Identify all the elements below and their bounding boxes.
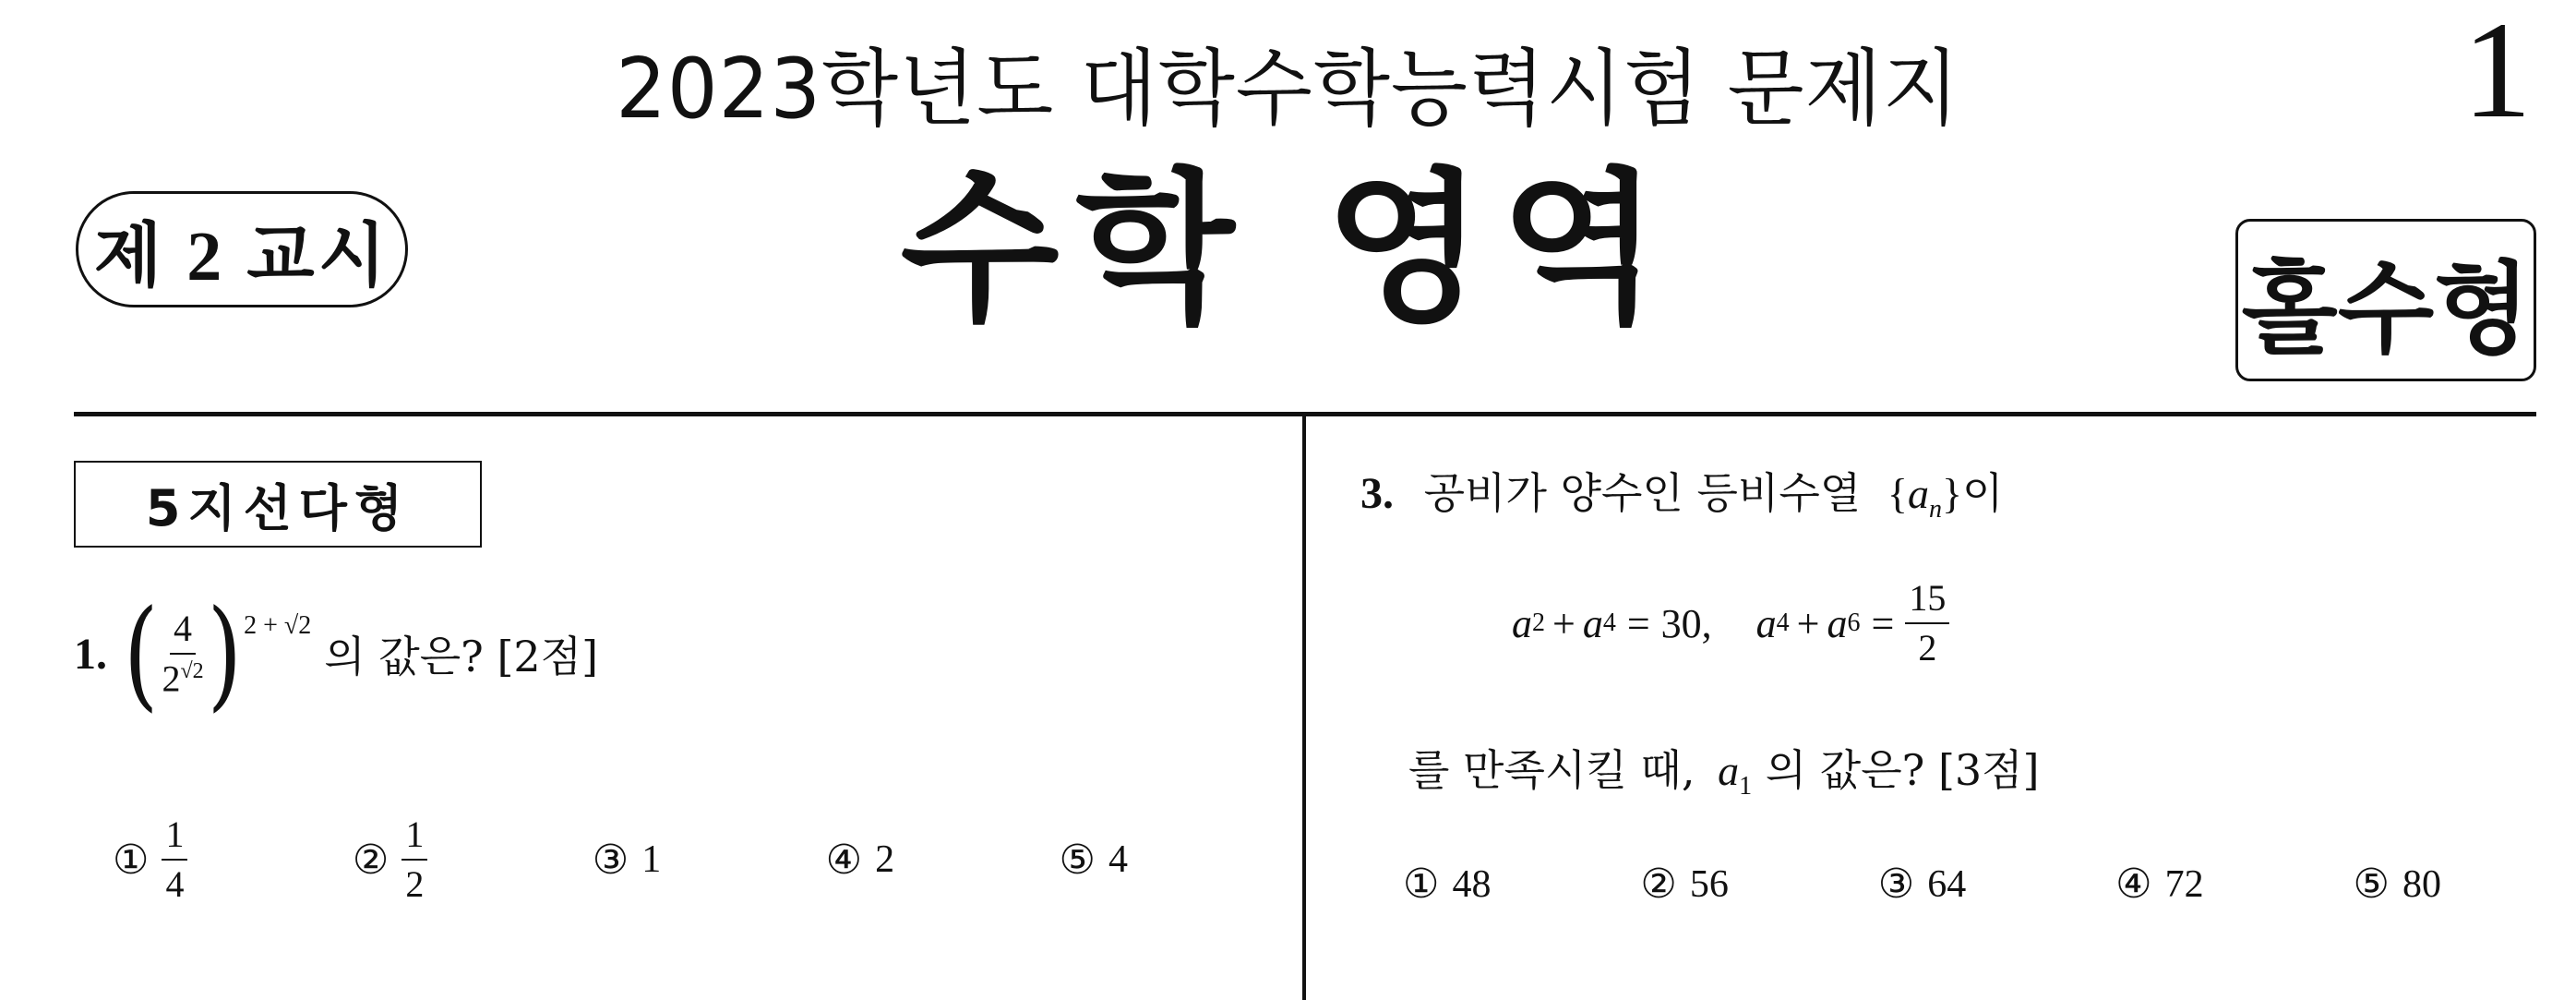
- q3-intro-suffix: 이: [1962, 468, 2004, 518]
- page-number: 1: [2462, 0, 2532, 147]
- q1-base-fraction: [158, 607, 207, 700]
- left-paren: (: [124, 584, 159, 724]
- question-number: 3.: [1360, 469, 1394, 518]
- q3-fraction: $\frac{15}{2}$: [1905, 580, 1949, 667]
- question-3-intro: [1360, 460, 2003, 524]
- exam-title: 2023학년도 대학수학능력시험 문제지: [616, 40, 1960, 138]
- q1-den-exponent: √2: [180, 658, 204, 683]
- q1-choice-1[interactable]: ① $\frac{1}{4}$: [113, 816, 187, 903]
- question-number: 1.: [74, 629, 107, 679]
- section-label: 5지선다형: [74, 461, 482, 548]
- q3-choice-3[interactable]: ③ 64: [1877, 861, 1967, 907]
- q1-choice-3[interactable]: ③ 1: [592, 837, 662, 883]
- form-type-badge: 홀수형: [2235, 219, 2536, 381]
- q3-intro-text: 공비가 양수인 등비수열: [1423, 468, 1862, 518]
- right-paren: ): [207, 584, 243, 724]
- q3-choice-1[interactable]: ① 48: [1403, 861, 1492, 907]
- q3-condition-text: 를 만족시킬 때, $a_1$ 의 값은? [3점]: [1408, 745, 2040, 801]
- q1-choice-5[interactable]: ⑤ 4: [1059, 837, 1128, 883]
- q1-prompt: 의 값은? [2점]: [324, 632, 599, 681]
- subject-title: 수학 영역: [900, 153, 1676, 344]
- q1-den-base: 2: [162, 657, 181, 700]
- q1-base-denominator: [158, 655, 207, 700]
- q3-sequence: $\{a_n\}$: [1887, 470, 1963, 524]
- q3-choice-4[interactable]: ④ 72: [2115, 861, 2204, 907]
- q3-choices: [1403, 861, 2441, 908]
- period-badge: 제 2 교시: [76, 191, 408, 307]
- q1-choices: [113, 813, 1128, 905]
- q3-condition-equations: a 2 + a 4 = 30 , a 4 + a 6 = $\frac{15}{2}$: [1512, 580, 1949, 667]
- q1-choice-4[interactable]: ④ 2: [825, 837, 895, 883]
- question-1: [74, 584, 599, 724]
- q1-choice-2[interactable]: ② $\frac{1}{2}$: [353, 816, 427, 903]
- column-divider: [1302, 416, 1306, 1000]
- q3-choice-5[interactable]: ⑤ 80: [2353, 861, 2441, 907]
- q1-base-numerator: 4: [170, 610, 196, 655]
- q3-choice-2[interactable]: ② 56: [1640, 861, 1729, 907]
- q1-outer-exponent: 2 + √2: [244, 611, 312, 640]
